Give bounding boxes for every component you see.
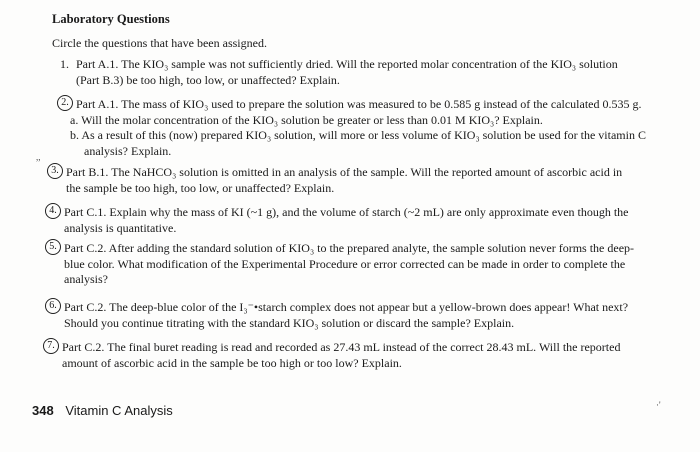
question-6: [49, 300, 692, 331]
question-line: the sample be too high, too low, or unaffected? Explain.: [66, 180, 335, 195]
pen-mark: ,,: [36, 152, 41, 162]
question-line: Part A.1. The mass of KIO₃ used to prepare the solution was measured to be 0.585 g instead of the calculated 0.535 g.: [76, 97, 642, 111]
question-subpart: a. Will the molar concentration of the KIO₃ solution be greater or less than 0.01 M KIO₃? Explain.: [70, 112, 543, 127]
question-1: [60, 57, 676, 88]
question-line: Part C.2. The final buret reading is read and recorded as 27.43 mL instead of the correct 28.43 mL. Will the reported: [62, 340, 621, 354]
question-number-circled: 5.: [45, 239, 61, 255]
instruction-text: Circle the questions that have been assigned.: [52, 36, 267, 50]
question-2: [61, 97, 686, 159]
page-number: 348: [32, 403, 54, 418]
question-line: analysis?: [64, 272, 108, 286]
question-line: Part C.1. Explain why the mass of KI (~1 g), and the volume of starch (~2 mL) are only approximate even though the: [64, 205, 629, 219]
question-number-circled: 4.: [45, 203, 61, 219]
question-line: Part C.2. After adding the standard solution of KIO₃ to the prepared analyte, the sample solution never forms the deep-: [64, 241, 635, 255]
question-number-circled: 7.: [43, 338, 59, 354]
question-line: analysis is quantitative.: [64, 220, 177, 235]
question-line: Part A.1. The KIO₃ sample was not sufficiently dried. Will the reported molar concentration of the KIO₃ solution: [76, 57, 618, 71]
question-number-circled: 6.: [45, 298, 61, 314]
question-line: Should you continue titrating with the standard KIO₃ solution or discard the sample? Explain.: [64, 315, 515, 330]
page-footer: [32, 403, 173, 418]
question-number: 1.: [60, 57, 69, 71]
chapter-title: Vitamin C Analysis: [65, 403, 173, 418]
question-number-circled: 2.: [57, 95, 73, 111]
question-line: Part C.2. The deep-blue color of the I₃⁻•starch complex does not appear but a yellow-brown does appear! What next?: [64, 300, 629, 314]
question-line: blue color. What modification of the Experimental Procedure or error corrected can be made in order to complete the: [64, 256, 626, 271]
question-line: amount of ascorbic acid in the sample be too high or too low? Explain.: [62, 355, 402, 370]
question-4: [49, 205, 686, 236]
section-heading: Laboratory Questions: [52, 12, 170, 26]
question-3: [51, 165, 686, 196]
pen-mark: ·': [656, 400, 661, 410]
question-line: (Part B.3) be too high, too low, or unaffected? Explain.: [76, 72, 340, 87]
question-line: Part B.1. The NaHCO₃ solution is omitted in an analysis of the sample. Will the reported amount of ascorbic acid in: [66, 165, 623, 179]
question-subpart: b. As a result of this (now) prepared KIO₃ solution, will more or less volume of KIO₃ solution be used for the vitamin C analysis? Explain.: [70, 128, 646, 158]
question-number-circled: 3.: [47, 163, 63, 179]
question-7: [47, 340, 692, 371]
question-5: [49, 241, 690, 288]
